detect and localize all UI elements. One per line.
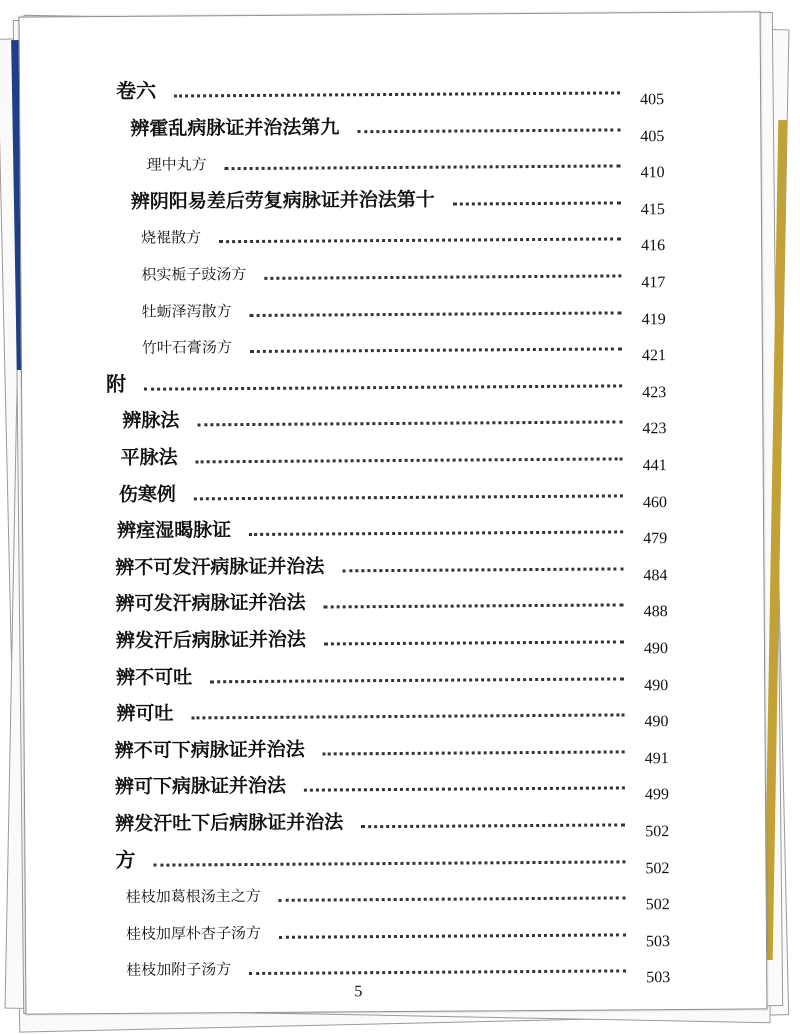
toc-entry-page: 503 xyxy=(645,932,671,951)
toc-entry[interactable] xyxy=(22,436,762,475)
toc-leader-dots xyxy=(191,714,624,720)
toc-entry[interactable] xyxy=(24,619,764,658)
toc-entry-title: 辨发汗后病脉证并治法 xyxy=(115,628,306,652)
toc-entry[interactable] xyxy=(24,693,764,732)
toc-leader-dots xyxy=(219,238,621,244)
toc-entry-title: 方 xyxy=(115,847,136,872)
toc-entry-page: 405 xyxy=(640,127,665,145)
toc-entry-title: 辨发汗吐下后病脉证并治法 xyxy=(115,811,344,835)
toc-entry-page: 490 xyxy=(644,676,669,694)
toc-leader-dots xyxy=(342,567,623,572)
toc-leader-dots xyxy=(264,274,621,279)
toc-leader-dots xyxy=(324,640,624,645)
toc-entry[interactable] xyxy=(21,217,761,256)
toc-entry-page: 502 xyxy=(645,896,670,914)
toc-page xyxy=(19,11,768,1014)
toc-entry-page: 416 xyxy=(641,237,666,255)
toc-entry[interactable] xyxy=(21,180,761,219)
toc-entry-title: 伤寒例 xyxy=(118,483,176,506)
toc-entry-page: 503 xyxy=(646,969,671,987)
toc-entry[interactable] xyxy=(26,876,766,915)
toc-entry-title: 辨不可发汗病脉证并治法 xyxy=(115,555,325,579)
toc-leader-dots xyxy=(225,165,621,171)
toc-entry-page: 502 xyxy=(645,859,670,877)
toc-entry-page: 410 xyxy=(640,164,665,182)
toc-entry[interactable] xyxy=(23,473,763,512)
toc-entry-title: 辨阴阳易差后劳复病脉证并治法第十 xyxy=(130,188,435,213)
toc-entry-title: 枳实栀子豉汤方 xyxy=(141,265,247,284)
toc-entry[interactable] xyxy=(22,327,762,366)
toc-leader-dots xyxy=(361,823,625,828)
toc-entry[interactable] xyxy=(20,70,760,109)
toc-entry-page: 490 xyxy=(644,713,669,731)
toc-entry[interactable] xyxy=(24,583,764,622)
toc-leader-dots xyxy=(357,128,620,133)
toc-leader-dots xyxy=(210,677,624,683)
toc-entry-title: 辨痓湿暍脉证 xyxy=(117,519,232,543)
toc-entry-title: 烧裩散方 xyxy=(141,228,202,248)
toc-entry[interactable] xyxy=(21,253,761,292)
toc-entry-title: 桂枝加附子汤方 xyxy=(126,960,232,980)
toc-entry-title: 辨不可吐 xyxy=(116,666,193,689)
toc-leader-dots xyxy=(324,604,624,609)
toc-entry[interactable] xyxy=(22,400,762,439)
toc-leader-dots xyxy=(144,384,622,390)
toc-entry[interactable] xyxy=(22,363,762,402)
toc-entry-title: 辨脉法 xyxy=(122,409,180,433)
toc-entry-page: 405 xyxy=(640,91,665,109)
toc-entry[interactable] xyxy=(25,839,765,878)
toc-entry-page: 419 xyxy=(641,310,666,328)
toc-entry[interactable] xyxy=(23,510,763,549)
toc-entry-page: 460 xyxy=(642,493,667,511)
toc-leader-dots xyxy=(279,933,626,938)
toc-entry[interactable] xyxy=(20,144,760,183)
toc-leader-dots xyxy=(250,311,622,317)
toc-entry-page: 417 xyxy=(641,274,666,292)
toc-entry-page: 484 xyxy=(643,566,668,585)
toc-leader-dots xyxy=(279,897,626,902)
toc-leader-dots xyxy=(174,91,620,97)
toc-leader-dots xyxy=(323,750,625,755)
toc-entry[interactable] xyxy=(25,802,765,841)
toc-entry-title: 牡蛎泽泻散方 xyxy=(141,301,232,321)
toc-entry-title: 竹叶石膏汤方 xyxy=(141,338,232,357)
toc-entry-title: 辨不可下病脉证并治法 xyxy=(114,738,305,762)
toc-leader-dots xyxy=(453,201,621,205)
toc-entry[interactable] xyxy=(26,912,766,951)
toc-entry-title: 桂枝加厚朴杏子汤方 xyxy=(125,923,262,943)
toc-list xyxy=(20,12,760,987)
toc-entry-page: 423 xyxy=(642,420,667,438)
toc-leader-dots xyxy=(194,494,623,500)
toc-entry-title: 理中丸方 xyxy=(146,155,207,174)
toc-entry-page: 479 xyxy=(643,530,668,548)
toc-entry-page: 423 xyxy=(642,383,667,402)
toc-entry[interactable] xyxy=(20,107,760,146)
toc-leader-dots xyxy=(250,348,622,354)
toc-entry[interactable] xyxy=(23,546,763,585)
toc-leader-dots xyxy=(153,860,625,866)
toc-leader-dots xyxy=(304,787,625,792)
toc-entry-page: 488 xyxy=(643,603,668,621)
toc-entry-title: 辨可吐 xyxy=(116,702,174,726)
toc-entry[interactable] xyxy=(26,949,766,988)
toc-entry-page: 499 xyxy=(644,786,670,804)
toc-entry[interactable] xyxy=(21,290,761,329)
toc-leader-dots xyxy=(249,970,626,976)
toc-entry-title: 辨可发汗病脉证并治法 xyxy=(115,592,306,616)
toc-entry[interactable] xyxy=(24,656,764,695)
toc-entry-page: 491 xyxy=(644,749,669,768)
toc-entry-page: 421 xyxy=(641,347,666,365)
toc-entry-page: 415 xyxy=(640,200,665,219)
toc-entry[interactable] xyxy=(25,766,765,805)
toc-entry-page: 490 xyxy=(643,640,669,658)
toc-entry-title: 辨霍乱病脉证并治法第九 xyxy=(130,115,340,140)
toc-leader-dots xyxy=(196,457,623,463)
toc-entry-title: 辨可下病脉证并治法 xyxy=(114,775,286,799)
toc-entry-title: 卷六 xyxy=(115,78,157,103)
toc-entry[interactable] xyxy=(25,729,765,768)
page-number: 5 xyxy=(354,983,363,1001)
toc-leader-dots xyxy=(197,421,622,427)
toc-entry-page: 502 xyxy=(645,823,670,841)
toc-entry-page: 441 xyxy=(642,457,667,475)
toc-leader-dots xyxy=(249,531,623,537)
toc-entry-title: 平脉法 xyxy=(120,446,178,469)
toc-entry-title: 桂枝加葛根汤主之方 xyxy=(125,887,261,907)
toc-entry-title: 附 xyxy=(106,371,127,396)
